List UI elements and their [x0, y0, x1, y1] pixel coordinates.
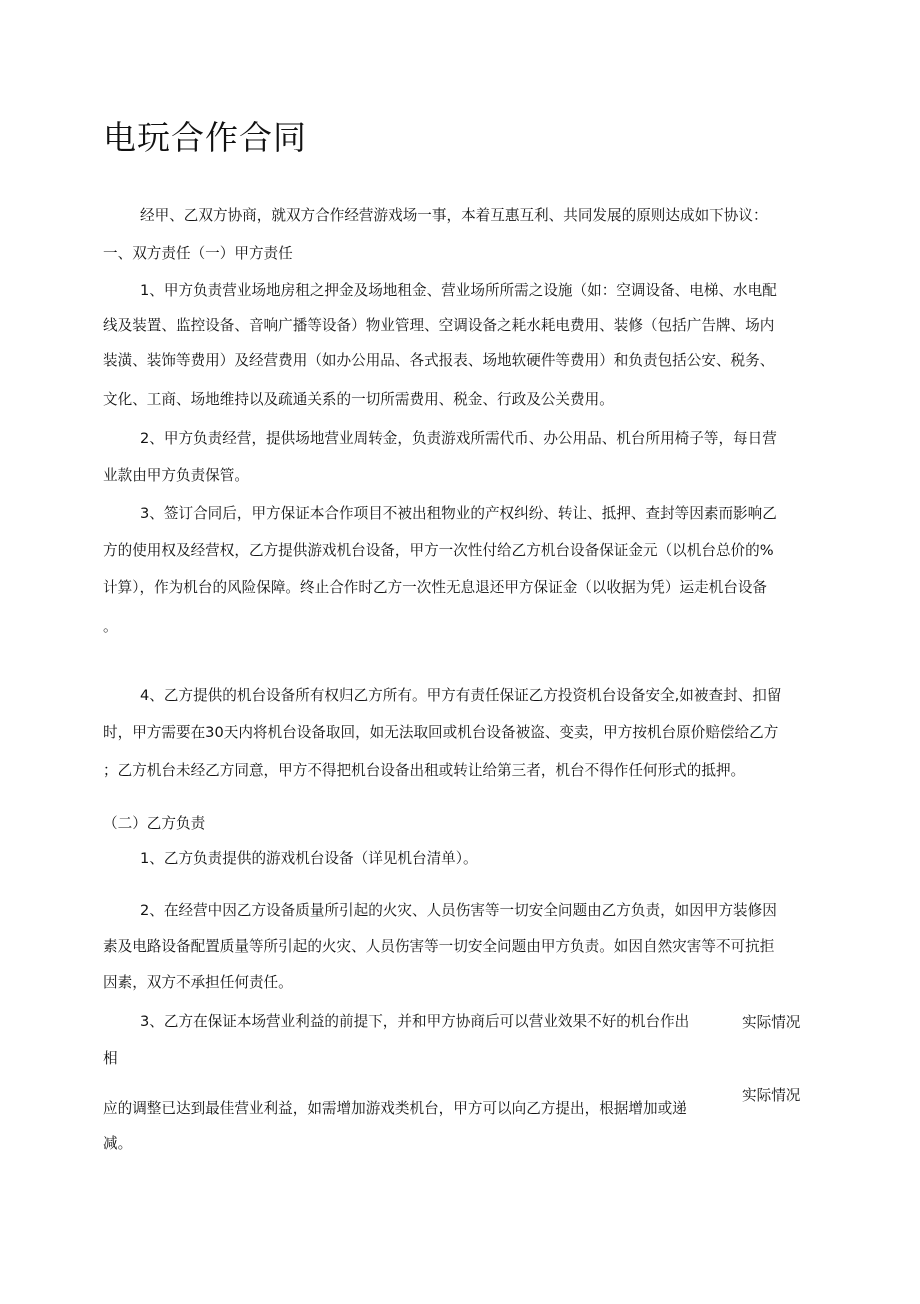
- clause-b2-line-2: 素及电路设备配置质量等所引起的火灾、人员伤害等一切安全问题由甲方负责。如因自然灾害等不可抗拒: [103, 938, 775, 955]
- clause-a4-line-2: 时，甲方需要在30天内将机台设备取回，如无法取回或机台设备被盗、变卖，甲方按机台原价赔偿给乙方: [103, 724, 779, 741]
- document-title: 电玩合作合同: [103, 118, 307, 157]
- section-heading-2: （二）乙方负责: [103, 815, 206, 832]
- clause-b3-line-4: 减。: [103, 1135, 133, 1152]
- clause-a1-line-2: 线及装置、监控设备、音响广播等设备）物业管理、空调设备之耗水耗电费用、装修（包括广告牌、场内: [103, 317, 775, 334]
- clause-b2-line-3: 因素，双方不承担任何责任。: [103, 974, 293, 991]
- clause-a1-line-4: 文化、工商、场地维持以及疏通关系的一切所需费用、税金、行政及公关费用。: [103, 391, 614, 408]
- clause-a3-line-3: 计算），作为机台的风险保障。终止合作时乙方一次性无息退还甲方保证金（以收据为凭）运走机台设备: [103, 579, 768, 596]
- clause-a3-line-1: 3、签订合同后，甲方保证本合作项目不被出租物业的产权纠纷、转让、抵押、查封等因素而影响乙: [140, 505, 777, 522]
- section-heading-1: 一、双方责任（一）甲方责任: [103, 245, 293, 262]
- clause-a4-line-1: 4、乙方提供的机台设备所有权归乙方所有。甲方有责任保证乙方投资机台设备安全,如被查封、扣留: [140, 687, 782, 704]
- clause-a4-line-3: ；乙方机台未经乙方同意，甲方不得把机台设备出租或转让给第三者，机台不得作任何形式的抵押。: [103, 762, 746, 779]
- clause-b1: 1、乙方负责提供的游戏机台设备（详见机台清单）。: [140, 850, 478, 867]
- clause-a1-line-1: 1、甲方负责营业场地房租之押金及场地租金、营业场所所需之设施（如：空调设备、电梯、水电配: [140, 282, 777, 299]
- clause-a1-line-3: 装潢、装饰等费用）及经营费用（如办公用品、各式报表、场地软硬件等费用）和负责包括公安、税务、: [103, 352, 775, 369]
- clause-a2-line-2: 业款由甲方负责保管。: [103, 467, 249, 484]
- clause-b3-line-2: 相: [103, 1050, 118, 1067]
- clause-b3-line-1: 3、乙方在保证本场营业利益的前提下，并和甲方协商后可以营业效果不好的机台作出: [140, 1013, 690, 1030]
- side-note-1: 实际情况: [742, 1014, 801, 1031]
- intro-paragraph: 经甲、乙双方协商，就双方合作经营游戏场一事，本着互惠互利、共同发展的原则达成如下协议：: [140, 207, 768, 224]
- clause-b3-line-3: 应的调整已达到最佳营业利益，如需增加游戏类机台，甲方可以向乙方提出，根据增加或递: [103, 1100, 687, 1117]
- clause-a3-line-2: 方的使用权及经营权，乙方提供游戏机台设备，甲方一次性付给乙方机台设备保证金元（以机台总价的%: [103, 542, 774, 559]
- clause-a2-line-1: 2、甲方负责经营，提供场地营业周转金，负责游戏所需代币、办公用品、机台所用椅子等，每日营: [140, 430, 777, 447]
- clause-b2-line-1: 2、在经营中因乙方设备质量所引起的火灾、人员伤害等一切安全问题由乙方负责，如因甲方装修因: [140, 902, 777, 919]
- clause-a3-line-4: 。: [103, 618, 118, 635]
- side-note-2: 实际情况: [742, 1087, 801, 1104]
